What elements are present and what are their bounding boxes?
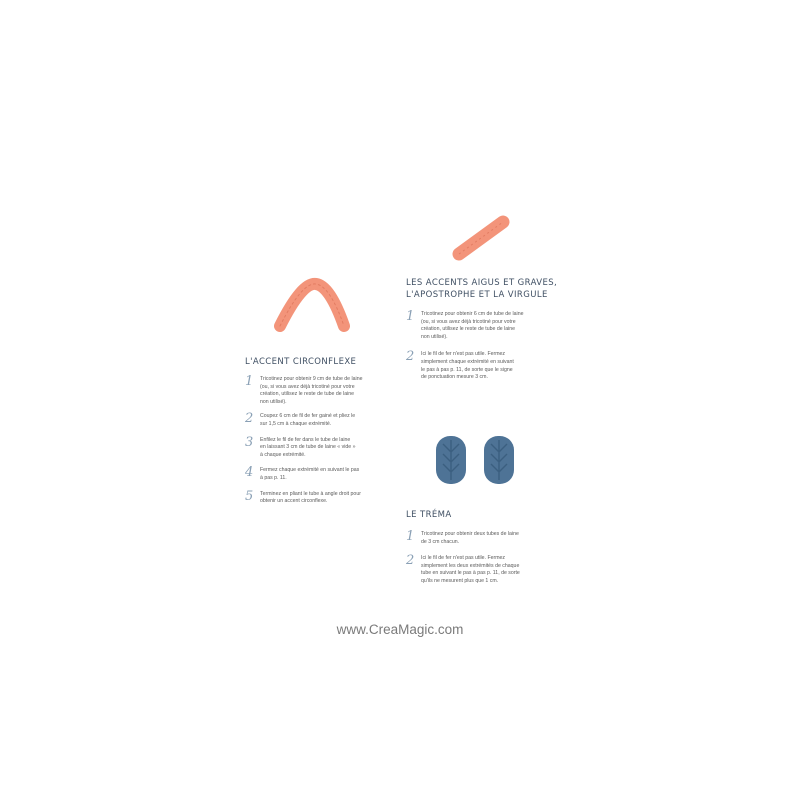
step-number: 2 xyxy=(406,349,415,365)
step-number: 1 xyxy=(245,374,254,389)
accents-section xyxy=(406,277,566,388)
step-number: 2 xyxy=(245,411,254,427)
circumflex-section xyxy=(245,356,395,512)
trema-knit-illustration xyxy=(432,432,532,492)
step-number: 4 xyxy=(245,465,254,481)
step-item xyxy=(245,376,395,406)
step-number: 1 xyxy=(406,309,415,324)
watermark: www.CreaMagic.com xyxy=(336,622,464,637)
accents-heading-line2: L'APOSTROPHE ET LA VIRGULE xyxy=(406,290,548,300)
step-item xyxy=(245,413,395,428)
accents-heading-line1: LES ACCENTS AIGUS ET GRAVES, xyxy=(406,278,558,288)
step-text: Terminez en pliant le tube à angle droit pour obtenir un accent circonflexe. xyxy=(260,490,361,505)
step-item xyxy=(406,311,566,341)
step-item xyxy=(245,467,395,482)
step-text: Ici le fil de fer n'est pas utile. Fermez simplement chaque extrémité en suivant le pas à pas p. 11, de sorte que le signe de ponctuation mesure 3 cm. xyxy=(421,351,514,381)
step-text: Tricotinez pour obtenir deux tubes de laine de 3 cm chacun. xyxy=(421,531,519,545)
step-number: 1 xyxy=(406,529,415,544)
step-item xyxy=(406,351,566,381)
step-text: Tricotinez pour obtenir 9 cm de tube de laine (ou, si vous avez déjà tricotiné pour votre création, utilisez le reste de tube de laine non utilisé). xyxy=(260,376,363,405)
trema-heading: LE TRÉMA xyxy=(406,510,452,520)
step-text: Fermez chaque extrémité en suivant le pas à pas p. 11. xyxy=(260,467,360,481)
step-item xyxy=(406,531,566,546)
step-text: Ici le fil de fer n'est pas utile. Fermez simplement les deux extrémités de chaque tube en suivant le pas à pas p. 11, de sorte qu'ils ne mesurent plus que 1 cm. xyxy=(421,555,520,584)
step-number: 2 xyxy=(406,553,415,569)
step-item xyxy=(245,488,395,506)
step-number: 5 xyxy=(245,488,254,504)
step-item xyxy=(245,434,395,460)
step-item xyxy=(406,555,566,585)
step-number: 3 xyxy=(245,434,254,450)
step-text: Coupez 6 cm de fil de fer gainé et pliez le sur 1,5 cm à chaque extrémité. xyxy=(260,413,356,427)
trema-section xyxy=(406,509,566,592)
step-text: Tricotinez pour obtenir 6 cm de tube de laine (ou, si vous avez déjà tricotiné pour votre création, utilisez le reste de tube de laine non utilisé). xyxy=(421,311,524,340)
circumflex-heading: L'ACCENT CIRCONFLEXE xyxy=(245,357,357,367)
accent-knit-illustration xyxy=(453,214,513,264)
circumflex-knit-illustration xyxy=(272,280,352,340)
step-text: Enfilez le fil de fer dans le tube de laine en laissant 3 cm de tube de laine « vide » à chaque extrémité. xyxy=(260,436,356,458)
